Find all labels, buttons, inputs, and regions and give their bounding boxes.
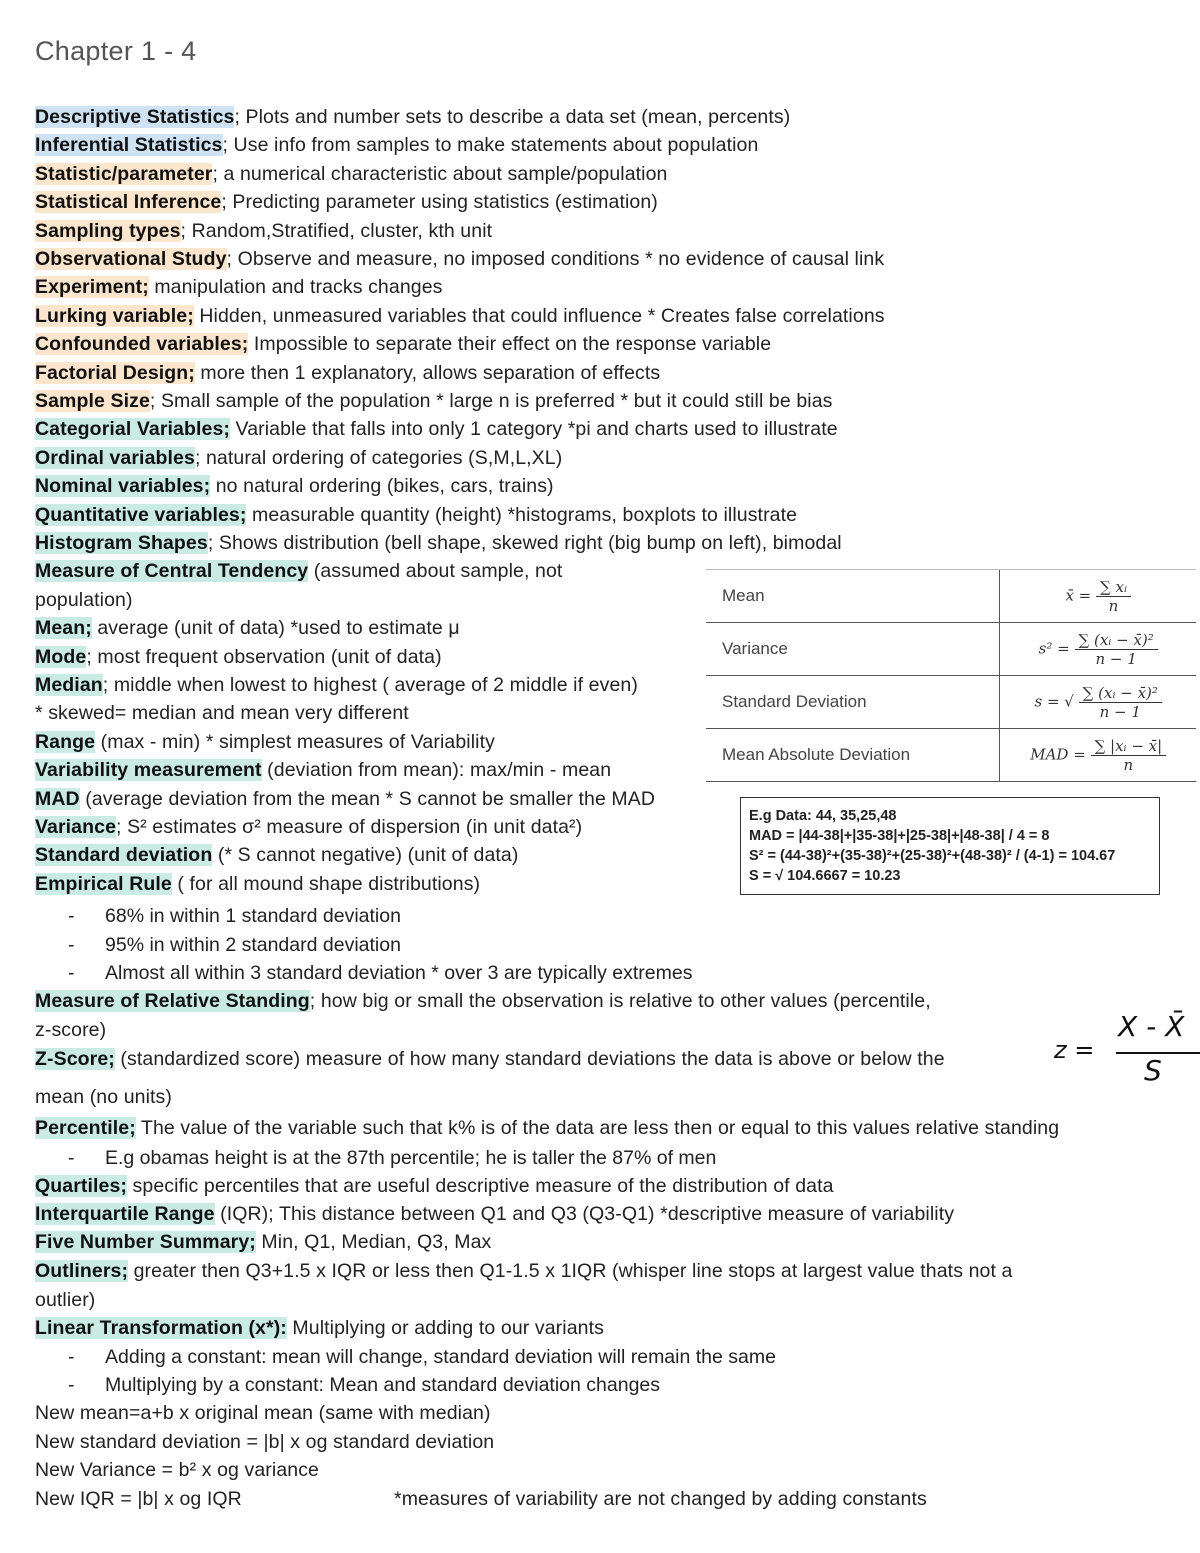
definition-term: Nominal variables; <box>35 475 211 498</box>
definition-line <box>35 644 442 671</box>
definition-text: specific percentiles that are useful descriptive measure of the distribution of data <box>127 1175 834 1197</box>
definition-text: ; Plots and number sets to describe a data set (mean, percents) <box>234 106 791 128</box>
formula-label-sd: Standard Deviation <box>706 676 1000 729</box>
definition-term: Quantitative variables; <box>35 503 247 526</box>
definition-term: Sample Size <box>35 390 150 412</box>
bullet-dash: - <box>68 934 75 956</box>
definition-term: Descriptive Statistics <box>35 106 235 128</box>
definition-text: ; Small sample of the population * large n is preferred * but it could still be bias <box>149 390 833 412</box>
definition-line <box>35 1258 1012 1285</box>
formula-variance: s² = $\frac{\text{∑ (xᵢ − x̄)²}}{n - 1}$ <box>1000 623 1196 676</box>
definition-line <box>35 502 797 529</box>
definition-text: ; Use info from samples to make statements about population <box>222 134 759 157</box>
formula-mean: x̄ = $\frac{\text{∑ xᵢ}}{n}$ <box>1000 570 1196 623</box>
definition-text: more then 1 explanatory, allows separation of effects <box>194 361 661 384</box>
definition-line <box>35 473 554 500</box>
definition-text: ; natural ordering of categories (S,M,L,XL) <box>194 446 563 469</box>
formula-mad: MAD = $\frac{\text{∑ |xᵢ − x̄|}}{n}$ <box>1000 729 1196 782</box>
zscore-formula <box>1054 1010 1200 1086</box>
definition-line <box>35 871 480 898</box>
bullet-dash: - <box>68 962 75 984</box>
definition-line <box>35 786 655 813</box>
definition-text: ; Predicting parameter using statistics (estimation) <box>221 191 658 214</box>
definition-line <box>35 814 582 841</box>
definition-text: (IQR); This distance between Q1 and Q3 (Q3-Q1) *descriptive measure of variability <box>214 1203 955 1225</box>
definition-line <box>35 1315 604 1342</box>
formula-label-mad: Mean Absolute Deviation <box>706 729 1000 782</box>
definition-text: no natural ordering (bikes, cars, trains) <box>210 475 554 498</box>
bullet-item <box>68 960 692 987</box>
definition-term: Sampling types <box>35 219 181 242</box>
definition-line <box>35 672 638 699</box>
formula-label-variance: Variance <box>706 623 1000 676</box>
definition-text: ; a numerical characteristic about sample/population <box>212 162 668 185</box>
definition-term: Outliners; <box>35 1260 129 1282</box>
transform-line: New mean=a+b x original mean (same with median) <box>35 1402 491 1424</box>
definition-text: * skewed= median and mean very different <box>35 702 409 725</box>
definition-line <box>35 988 931 1015</box>
definition-text: manipulation and tracks changes <box>148 276 443 299</box>
definition-text: ; Random,Stratified, cluster, kth unit <box>180 219 493 242</box>
definition-text: (deviation from mean): max/min - mean <box>261 759 612 782</box>
definition-line <box>35 757 611 784</box>
definition-text: ( for all mound shape distributions) <box>171 872 481 895</box>
definition-text: average (unit of data) *used to estimate μ <box>91 617 460 640</box>
definition-line <box>35 558 562 585</box>
definition-text: ; Shows distribution (bell shape, skewed right (big bump on left), bimodal <box>207 532 842 554</box>
example-box <box>740 797 1160 895</box>
definition-text: ; how big or small the observation is relative to other values (percentile, <box>309 990 931 1012</box>
definition-line <box>35 161 668 188</box>
bullet-text: Almost all within 3 standard deviation * over 3 are typically extremes <box>105 962 693 984</box>
definition-term: Histogram Shapes <box>35 532 208 554</box>
definition-line <box>35 1115 1059 1142</box>
formula-label-mean: Mean <box>706 570 1000 623</box>
formula-row-variance <box>706 623 1196 676</box>
zscore-denominator: S <box>1144 1054 1162 1087</box>
definition-term: Lurking variable; <box>35 304 194 327</box>
definition-line <box>35 416 838 443</box>
definition-term: Variance <box>35 816 117 838</box>
definition-term: Measure of Relative Standing <box>35 990 310 1012</box>
definition-text: (* S cannot negative) (unit of data) <box>212 844 519 867</box>
definition-text: outlier) <box>35 1289 96 1311</box>
definition-text: Multiplying or adding to our variants <box>286 1317 604 1339</box>
bullet-dash: - <box>68 1147 75 1169</box>
definition-text: ; S² estimates σ² measure of dispersion (in unit data²) <box>116 816 583 838</box>
definition-term: Empirical Rule <box>35 872 172 895</box>
definition-text: (max - min) * simplest measures of Variability <box>95 730 495 753</box>
definition-term: Statistical Inference <box>35 191 222 214</box>
bullet-item <box>68 903 401 930</box>
example-line: E.g Data: 44, 35,25,48 <box>749 808 897 824</box>
definition-term: Confounded variables; <box>35 333 249 356</box>
definition-text: ; most frequent observation (unit of data) <box>86 645 442 668</box>
definition-line <box>35 189 658 216</box>
definition-line <box>35 331 771 358</box>
definition-line <box>35 132 758 159</box>
bullet-text: 68% in within 1 standard deviation <box>105 905 401 927</box>
definition-text: Variable that falls into only 1 category *pi and charts used to illustrate <box>230 418 838 441</box>
definition-line <box>35 1173 834 1200</box>
definition-term: Median <box>35 674 103 696</box>
definition-line <box>35 104 790 131</box>
bullet-text: Multiplying by a constant: Mean and standard deviation changes <box>105 1374 661 1396</box>
definition-line <box>35 729 495 756</box>
definition-line <box>35 1084 172 1111</box>
definition-text: ; Observe and measure, no imposed conditions * no evidence of causal link <box>226 248 885 270</box>
formula-sd: s = √ $\frac{\text{∑ (xᵢ − x̄)²}}{n - 1}$ <box>1000 676 1196 729</box>
definition-line <box>35 1229 491 1256</box>
bullet-item <box>68 1344 776 1371</box>
definition-term: Experiment; <box>35 276 149 299</box>
definition-line <box>35 360 660 387</box>
bullet-text: E.g obamas height is at the 87th percentile; he is taller the 87% of men <box>105 1147 717 1169</box>
definition-term: Linear Transformation (x*): <box>35 1317 287 1339</box>
definition-line <box>35 1017 106 1044</box>
definition-term: Inferential Statistics <box>35 134 223 157</box>
definition-text: Min, Q1, Median, Q3, Max <box>255 1231 492 1253</box>
definition-line <box>35 842 518 869</box>
definition-term: Range <box>35 730 96 753</box>
definition-term: Observational Study <box>35 248 227 270</box>
definition-term: Interquartile Range <box>35 1203 215 1225</box>
formula-row-mean <box>706 570 1196 623</box>
definition-term: Statistic/parameter <box>35 162 213 185</box>
definition-term: Factorial Design; <box>35 361 195 384</box>
definition-line <box>35 388 833 415</box>
transform-line: New standard deviation = |b| x og standard deviation <box>35 1431 495 1453</box>
bullet-text: 95% in within 2 standard deviation <box>105 934 401 956</box>
definition-line <box>35 1201 954 1228</box>
definition-line <box>35 303 885 330</box>
definition-term: Categorial Variables; <box>35 418 231 441</box>
definition-term: Standard deviation <box>35 844 213 867</box>
bullet-item <box>68 1145 716 1172</box>
definition-text: (standardized score) measure of how many standard deviations the data is above or below the <box>114 1048 945 1070</box>
definition-line <box>35 246 884 273</box>
bullet-dash: - <box>68 905 75 927</box>
formula-row-mad <box>706 729 1196 782</box>
bullet-item <box>68 1372 660 1399</box>
formula-table <box>706 569 1196 782</box>
zscore-numerator: X - X̄ <box>1118 1010 1185 1043</box>
definition-text: greater then Q3+1.5 x IQR or less then Q1-1.5 x 1IQR (whisper line stops at largest value thats not a <box>128 1260 1013 1282</box>
definition-term: Measure of Central Tendency <box>35 560 309 583</box>
definition-term: Five Number Summary; <box>35 1231 256 1253</box>
definition-term: Mean; <box>35 617 92 640</box>
bullet-text: Adding a constant: mean will change, standard deviation will remain the same <box>105 1346 776 1368</box>
definition-text: (assumed about sample, not <box>308 560 563 583</box>
footnote: *measures of variability are not changed by adding constants <box>394 1488 927 1510</box>
example-line: S² = (44-38)²+(35-38)²+(25-38)²+(48-38)² / (4-1) = 104.67 <box>749 848 1116 864</box>
bullet-item <box>68 932 401 959</box>
page-title: Chapter 1 - 4 <box>35 36 197 66</box>
example-line: MAD = |44-38|+|35-38|+|25-38|+|48-38| / 4 = 8 <box>749 828 1050 844</box>
definition-line <box>35 1046 945 1073</box>
definition-line <box>35 700 409 727</box>
definition-line <box>35 587 133 614</box>
definition-text: population) <box>35 588 133 611</box>
definition-term: Ordinal variables <box>35 446 195 469</box>
definition-text: measurable quantity (height) *histograms, boxplots to illustrate <box>246 503 798 526</box>
zscore-lhs: z = <box>1054 1036 1095 1064</box>
example-line: S = √ 104.6667 = 10.23 <box>749 868 901 884</box>
definition-line <box>35 615 460 642</box>
definition-term: MAD <box>35 787 80 810</box>
formula-row-sd <box>706 676 1196 729</box>
definition-text: Impossible to separate their effect on the response variable <box>248 333 772 356</box>
definition-text: (average deviation from the mean * S cannot be smaller the MAD <box>79 787 656 810</box>
definition-line <box>35 218 492 245</box>
definition-text: Hidden, unmeasured variables that could influence * Creates false correlations <box>193 304 885 327</box>
definition-term: Variability measurement <box>35 759 262 782</box>
transform-line: New IQR = |b| x og IQR <box>35 1488 242 1510</box>
definition-text: ; middle when lowest to highest ( average of 2 middle if even) <box>102 674 638 696</box>
definition-text: z-score) <box>35 1019 107 1041</box>
definition-line <box>35 530 842 557</box>
definition-term: Percentile; <box>35 1117 136 1139</box>
definition-line <box>35 1287 95 1314</box>
definition-term: Quartiles; <box>35 1175 128 1197</box>
definition-term: Mode <box>35 645 87 668</box>
transform-line: New Variance = b² x og variance <box>35 1459 320 1481</box>
definition-line <box>35 274 443 301</box>
definition-text: mean (no units) <box>35 1086 172 1108</box>
definition-text: The value of the variable such that k% is of the data are less then or equal to this values relative standing <box>135 1117 1060 1139</box>
definition-line <box>35 445 562 472</box>
definition-term: Z-Score; <box>35 1048 115 1070</box>
bullet-dash: - <box>68 1346 75 1368</box>
bullet-dash: - <box>68 1374 75 1396</box>
